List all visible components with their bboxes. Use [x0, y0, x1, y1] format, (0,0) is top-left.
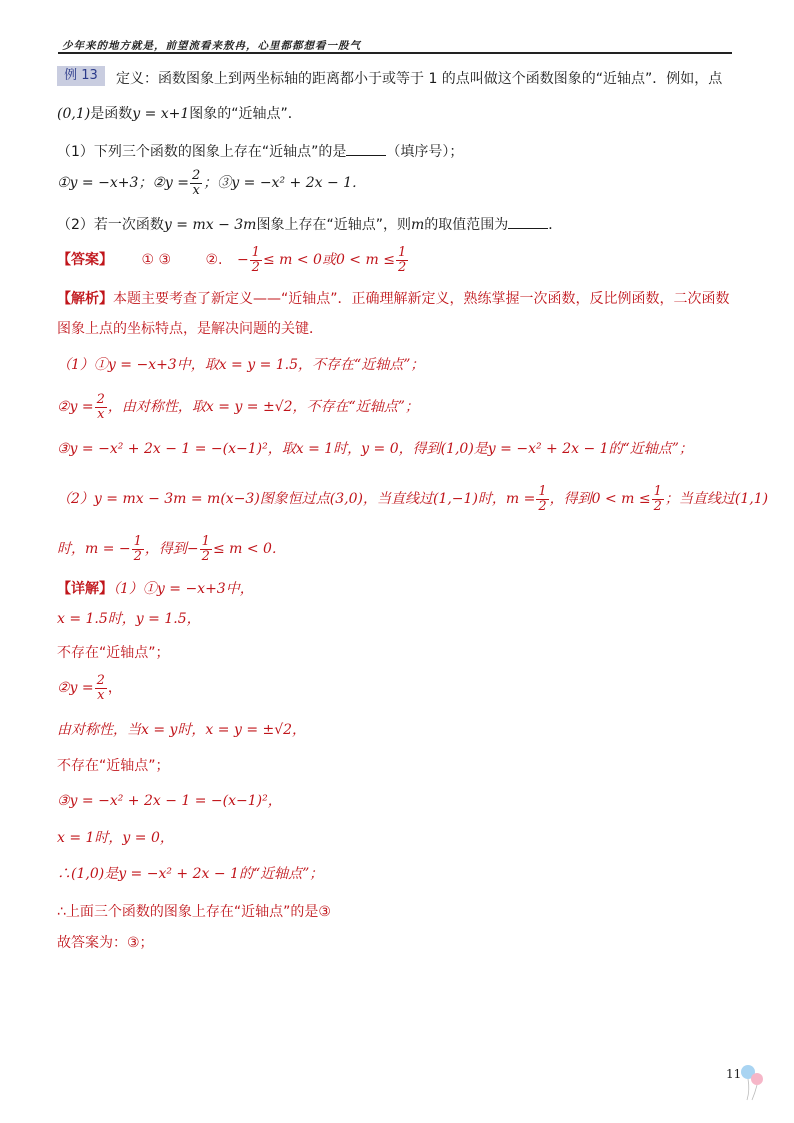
detail-text-1: （1）①y = −x+3中， [113, 581, 254, 597]
answer-part-2-label: ②. [205, 252, 223, 269]
definition-text-b: 图象的“近轴点”． [189, 106, 302, 122]
analysis-label: 【解析】 [57, 291, 113, 307]
fraction-denominator: x [192, 182, 200, 198]
analysis-step-4-middle: ，得到0 < m ≤ [549, 491, 651, 508]
fraction-denominator: 2 [397, 259, 407, 275]
fraction-denominator: 2 [538, 498, 547, 514]
analysis-step-4 [57, 485, 768, 513]
detail-line-9: ∴(1,0)是y = −x² + 2x − 1的“近轴点”； [57, 866, 324, 882]
analysis-step-5-middle: ，得到− [144, 541, 199, 558]
definition-line-2 [57, 103, 302, 123]
analysis-step-4-post: ；当直线过(1,1) [664, 491, 769, 508]
analysis-step-5-post: ≤ m < 0． [212, 541, 286, 558]
fraction-denominator: x [97, 406, 105, 422]
detail-line-4-fraction [95, 674, 107, 702]
answer-half-2 [396, 246, 408, 274]
detail-line-4 [57, 674, 122, 702]
detail-line-5: 由对称性，当x = y时，x = y = ±√2， [57, 722, 307, 738]
analysis-line-2: 图象上点的坐标特点，是解决问题的关键． [57, 321, 323, 337]
fraction-denominator: 2 [251, 259, 260, 275]
analysis-step-1: （1）①y = −x+3中，取x = y = 1.5，不存在“近轴点”； [57, 357, 425, 373]
question-1-options [57, 169, 366, 197]
analysis-step-3: ③y = −x² + 2x − 1 = −(x−1)²，取x = 1时，y = 0，得到(1,0)是y = −x² + 2x − 1的“近轴点”； [57, 441, 693, 457]
analysis-step-2-post: ，由对称性，取x = y = ±√2，不存在“近轴点”； [107, 399, 419, 416]
question-2 [57, 214, 562, 234]
detail-line-2: x = 1.5时，y = 1.5， [57, 611, 201, 627]
fraction-denominator: 2 [201, 548, 210, 564]
question-2-period: ． [548, 217, 563, 233]
fraction-denominator: 2 [653, 498, 662, 514]
question-1-end: （填序号）； [386, 144, 464, 160]
question-1-text: （1）下列三个函数的图象上存在“近轴点”的是 [57, 144, 347, 160]
definition-text-a: 是函数 [90, 106, 133, 122]
question-2-function: y = mx − 3m [163, 217, 257, 233]
fraction-numerator: 1 [201, 534, 210, 549]
fraction-numerator: 1 [133, 534, 142, 549]
fraction-numerator: 1 [538, 484, 547, 499]
answer-blank-1 [346, 154, 386, 156]
option-3: ；③y = −x² + 2x − 1． [203, 175, 367, 192]
detail-line-8: x = 1时，y = 0， [57, 830, 174, 846]
fraction-numerator: 1 [251, 245, 260, 260]
fraction-denominator: x [97, 687, 105, 703]
answer-line [57, 246, 409, 274]
fraction-numerator: 2 [96, 673, 105, 688]
option-2-fraction [190, 169, 202, 197]
analysis-step-2-prefix: ②y = [57, 399, 94, 416]
detail-line-10: ∴上面三个函数的图象上存在“近轴点”的是③ [57, 904, 331, 920]
question-2-prefix: （2）若一次函数 [57, 217, 164, 233]
analysis-step-4-fraction-2 [652, 485, 664, 513]
detail-line-11: 故答案为：③； [57, 935, 154, 951]
answer-blank-2 [508, 227, 548, 229]
analysis-step-2 [57, 393, 419, 421]
analysis-step-4-prefix: （2）y = mx − 3m = m(x−3)图象恒过点(3,0)，当直线过(1,−1)时，m = [57, 491, 536, 508]
analysis-step-2-fraction [95, 393, 107, 421]
answer-half-1 [250, 246, 262, 274]
analysis-text-1: 本题主要考查了新定义——“近轴点”．正确理解新定义，熟练掌握一次函数，反比例函数，二次函数 [113, 291, 730, 307]
detail-label: 【详解】 [57, 581, 113, 597]
answer-minus: − [236, 252, 249, 269]
fraction-numerator: 1 [653, 484, 662, 499]
detail-line-4-post: ， [107, 680, 122, 697]
fraction-numerator: 2 [192, 168, 201, 183]
detail-line-7: ③y = −x² + 2x − 1 = −(x−1)²， [57, 793, 282, 809]
analysis-line-1 [57, 288, 730, 308]
analysis-step-5-prefix: 时，m = − [57, 541, 131, 558]
option-1: ①y = −x+3； [57, 175, 153, 192]
definition-function: y = x+1 [132, 106, 190, 122]
detail-line-6: 不存在“近轴点”； [57, 758, 170, 774]
answer-part-1: ① ③ [141, 252, 172, 269]
header-rule [58, 52, 732, 54]
detail-line-4-prefix: ②y = [57, 680, 94, 697]
balloons-icon [738, 1062, 768, 1102]
question-2-end: 的取值范围为 [424, 217, 509, 233]
analysis-step-5 [57, 535, 286, 563]
analysis-step-5-fraction-1 [132, 535, 144, 563]
detail-line-1 [57, 578, 254, 598]
page-number: 11 [726, 1067, 742, 1081]
definition-line-1: 定义：函数图象上到两坐标轴的距离都小于或等于 1 的点叫做这个函数图象的“近轴点”．例如，点 [116, 71, 723, 87]
option-2-prefix: ②y = [152, 175, 189, 192]
analysis-step-4-fraction-1 [536, 485, 548, 513]
fraction-denominator: 2 [133, 548, 142, 564]
detail-line-3: 不存在“近轴点”； [57, 645, 170, 661]
example-tag: 例 13 [57, 66, 105, 86]
definition-point: (0,1) [57, 106, 91, 122]
answer-range: ≤ m < 0或0 < m ≤ [262, 252, 395, 269]
answer-label: 【答案】 [57, 252, 113, 269]
fraction-numerator: 2 [96, 392, 105, 407]
question-2-middle: 图象上存在“近轴点”，则 [256, 217, 411, 233]
question-2-variable: m [410, 217, 425, 233]
analysis-step-5-fraction-2 [200, 535, 212, 563]
header-slogan: 少年来的地方就是，前望流看来敖冉，心里都都想看一股气 [62, 40, 361, 52]
fraction-numerator: 1 [397, 245, 407, 260]
question-1 [57, 141, 463, 161]
